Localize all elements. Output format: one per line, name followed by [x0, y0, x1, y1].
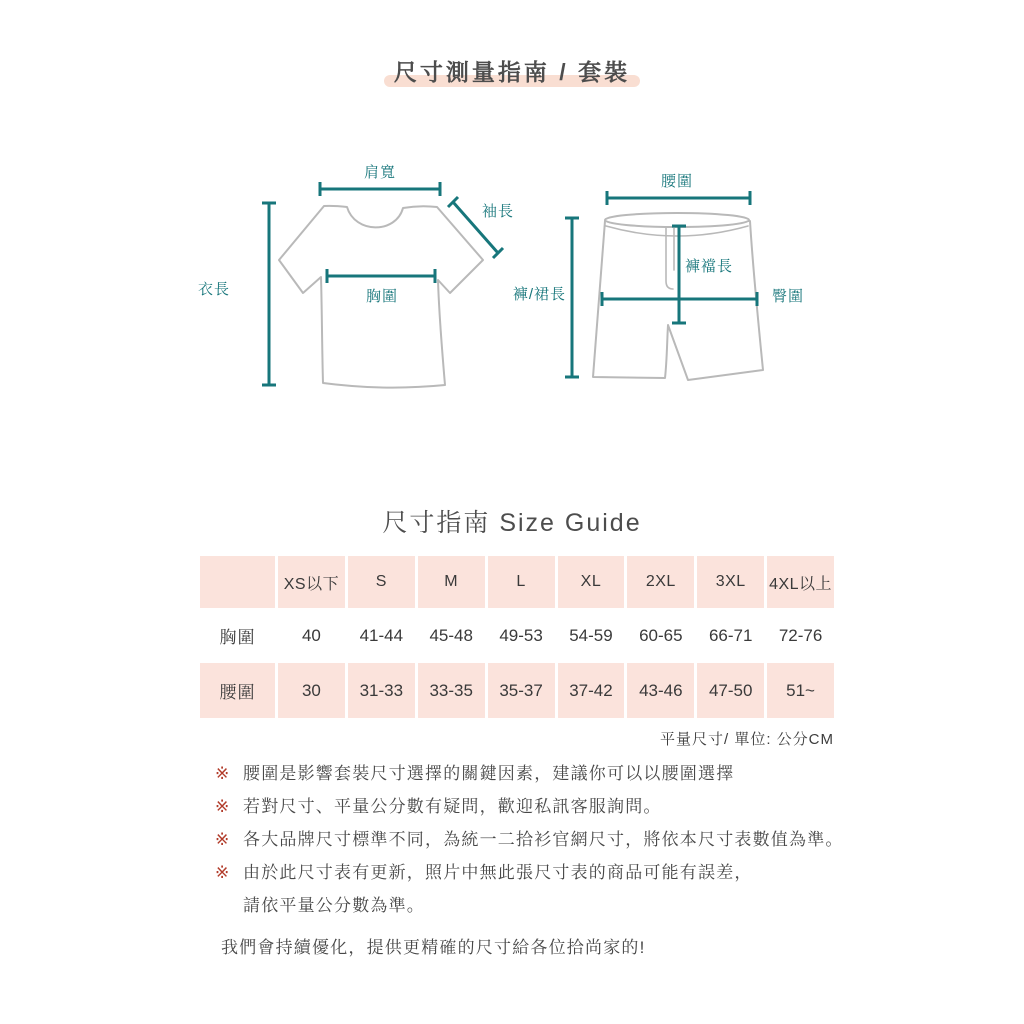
size-header-m: M [415, 556, 485, 608]
waist-width-label: 腰圍 [660, 173, 694, 190]
chest-cell: 49-53 [485, 608, 555, 663]
page-title-text: 尺寸測量指南 / 套裝 [388, 54, 636, 87]
waist-cell: 35-37 [485, 663, 555, 718]
unit-note: 平量尺寸/ 單位: 公分CM [660, 731, 834, 748]
waist-cell: 37-42 [555, 663, 625, 718]
size-header-s: S [345, 556, 415, 608]
row-label-chest: 胸圍 [200, 608, 275, 663]
note-item [215, 823, 895, 856]
waist-cell: 30 [275, 663, 345, 718]
size-header-3xl: 3XL [694, 556, 764, 608]
note-text: 若對尺寸、平量公分數有疑問，歡迎私訊客服詢問。 [243, 797, 662, 816]
waist-cell: 31-33 [345, 663, 415, 718]
size-header-xs: XS以下 [275, 556, 345, 608]
note-text: 腰圍是影響套裝尺寸選擇的關鍵因素，建議你可以以腰圍選擇 [243, 764, 735, 783]
note-marker-icon: ※ [215, 764, 231, 783]
table-row-chest [200, 608, 834, 663]
size-header-xl: XL [555, 556, 625, 608]
row-label-waist: 腰圍 [200, 663, 275, 718]
notes-list [215, 757, 895, 964]
note-item [215, 757, 895, 790]
chest-cell: 72-76 [764, 608, 834, 663]
size-header-4xl: 4XL以上 [764, 556, 834, 608]
chest-cell: 41-44 [345, 608, 415, 663]
waist-cell: 51~ [764, 663, 834, 718]
waist-cell: 43-46 [624, 663, 694, 718]
crotch-length-label: 褲襠長 [685, 258, 734, 275]
chest-cell: 45-48 [415, 608, 485, 663]
chest-cell: 60-65 [624, 608, 694, 663]
garment-length-measure [198, 203, 276, 385]
size-header-empty [200, 556, 275, 608]
pants-length-measure [513, 218, 579, 377]
note-item [215, 790, 895, 823]
size-guide-title: 尺寸指南 Size Guide [382, 509, 642, 537]
note-text: 由於此尺寸表有更新，照片中無此張尺寸表的商品可能有誤差， [243, 863, 753, 882]
waist-width-measure [607, 173, 750, 205]
size-header-l: L [485, 556, 555, 608]
note-text: 請依平量公分數為準。 [243, 896, 425, 915]
chest-cell: 54-59 [555, 608, 625, 663]
chest-cell: 66-71 [694, 608, 764, 663]
measurement-diagram [180, 150, 840, 410]
note-marker-icon: ※ [215, 863, 231, 882]
shoulder-width-measure [320, 164, 440, 196]
note-text: 各大品牌尺寸標準不同，為統一二拾衫官網尺寸，將依本尺寸表數值為準。 [243, 830, 844, 849]
pants-length-label: 褲/裙長 [512, 286, 566, 303]
page-title [0, 54, 1024, 87]
garment-length-label: 衣長 [197, 281, 231, 298]
note-marker-icon: ※ [215, 797, 231, 816]
closing-note: 我們會持續優化，提供更精確的尺寸給各位拾尚家的! [221, 938, 646, 957]
table-row-waist [200, 663, 834, 718]
waist-cell: 33-35 [415, 663, 485, 718]
note-marker-icon: ※ [215, 830, 231, 849]
size-table [200, 556, 834, 718]
size-header-2xl: 2XL [624, 556, 694, 608]
hip-width-label: 臀圍 [772, 288, 805, 305]
waist-cell: 47-50 [694, 663, 764, 718]
chest-cell: 40 [275, 608, 345, 663]
note-item-continuation [215, 889, 895, 922]
size-table-header-row [200, 556, 834, 608]
shoulder-width-label: 肩寬 [363, 164, 397, 181]
sleeve-length-label: 袖長 [482, 203, 515, 220]
note-item [215, 856, 895, 889]
chest-width-label: 胸圍 [365, 288, 399, 305]
